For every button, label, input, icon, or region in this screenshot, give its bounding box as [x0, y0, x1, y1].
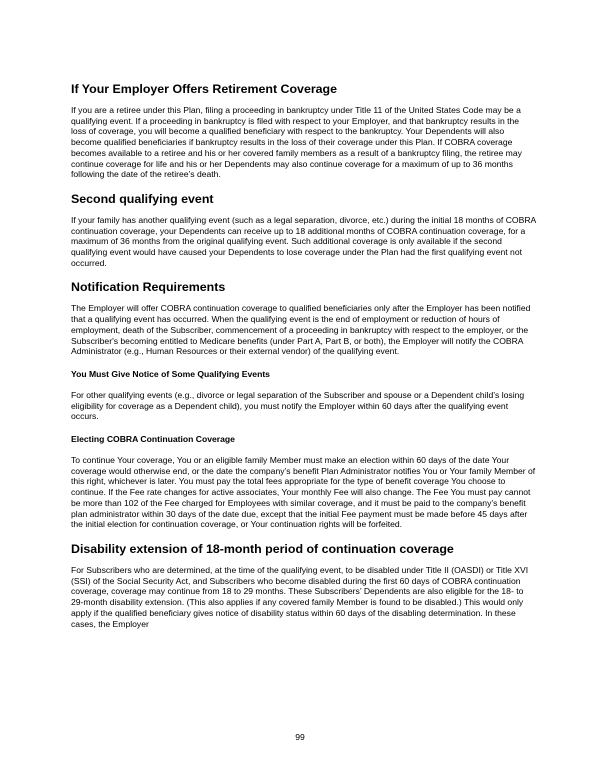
subsection-heading-give-notice: You Must Give Notice of Some Qualifying Events [71, 368, 270, 379]
document-page [71, 82, 536, 641]
section-heading-second-qualifying-event: Second qualifying event [71, 191, 214, 206]
subsection-heading-electing-cobra: Electing COBRA Continuation Coverage [71, 434, 235, 445]
section-heading-disability-extension: Disability extension of 18-month period of continuation coverage [71, 541, 454, 556]
section-paragraph-second-qualifying-event: If your family has another qualifying event (such as a legal separation, divorce, etc.) during the initial 18 months of COBRA continuation coverage, your Dependents can receive up to 18 additional months of COBRA continuation coverage, for a maximum of 36 months from the original qualifying event. Such additional coverage is only available if the second qualifying event would have caused your Dependents to lose coverage under the Plan had the first qualifying event not occurred. [71, 214, 536, 268]
section-paragraph-retirement-coverage: If you are a retiree under this Plan, filing a proceeding in bankruptcy under Title 11 of the United States Code may be a qualifying event. If a proceeding in bankruptcy is filed with respect to your Employer, and that bankruptcy results in the loss of coverage, you will become a qualified beneficiary with respect to the bankruptcy. Your Dependents will also become qualified beneficiaries if bankruptcy results in the loss of their coverage under this Plan. If COBRA coverage becomes available to a retiree and his or her covered family members as a result of a bankruptcy filing, the retiree may continue coverage for life and his or her Dependents may also continue coverage for a maximum of up to 36 months following the date of the retiree’s death. [71, 105, 522, 180]
subsection-paragraph-electing-cobra: To continue Your coverage, You or an eligible family Member must make an election within 60 days of the date Your coverage would otherwise end, or the date the company’s benefit Plan Administrator notifies You or Your family Member of this right, whichever is later. You must pay the total fees appropriate for the type of benefit coverage You choose to continue. If the Fee rate changes for active associates, Your monthly Fee will also change. The Fee You must pay cannot be more than 102 of the Fee charged for Employees with similar coverage, and it must be paid to the company’s benefit plan administrator within 30 days of the date due, except that the initial Fee payment must be made before 45 days after the initial election for continuation coverage, or Your continuation rights will be forfeited. [71, 455, 536, 530]
section-paragraph-disability-extension: For Subscribers who are determined, at the time of the qualifying event, to be disabled under Title II (OASDI) or Title XVI (SSI) of the Social Security Act, and Subscribers who become disabled during the first 60 days of COBRA continuation coverage, coverage may continue from 18 to 29 months. These Subscribers’ Dependents are also eligible for the 18- to 29-month disability extension. (This also applies if any covered family Member is found to be disabled.) This would only apply if the qualified beneficiary gives notice of disability status within 60 days of the disabling determination. In these cases, the Employer [71, 564, 529, 629]
section-paragraph-notification-requirements: The Employer will offer COBRA continuation coverage to qualified beneficiaries only after the Employer has been notified that a qualifying event has occurred. When the qualifying event is the end of employment or reduction of hours of employment, death of the Subscriber, commencement of a proceeding in bankruptcy with respect to the employer, or the Subscriber's becoming entitled to Medicare benefits (under Part A, Part B, or both), the Employer will notify the COBRA Administrator (e.g., Human Resources or their external vendor) of the qualifying event. [71, 303, 531, 357]
section-heading-notification-requirements: Notification Requirements [71, 280, 226, 295]
subsection-paragraph-give-notice: For other qualifying events (e.g., divorce or legal separation of the Subscriber and spouse or a Dependent child’s losing eligibility for coverage as a Dependent child), you must notify the Employer within 60 days after the qualifying event occurs. [71, 389, 525, 422]
page-number: 99 [295, 732, 305, 742]
section-heading-retirement-coverage: If Your Employer Offers Retirement Coverage [71, 82, 338, 96]
